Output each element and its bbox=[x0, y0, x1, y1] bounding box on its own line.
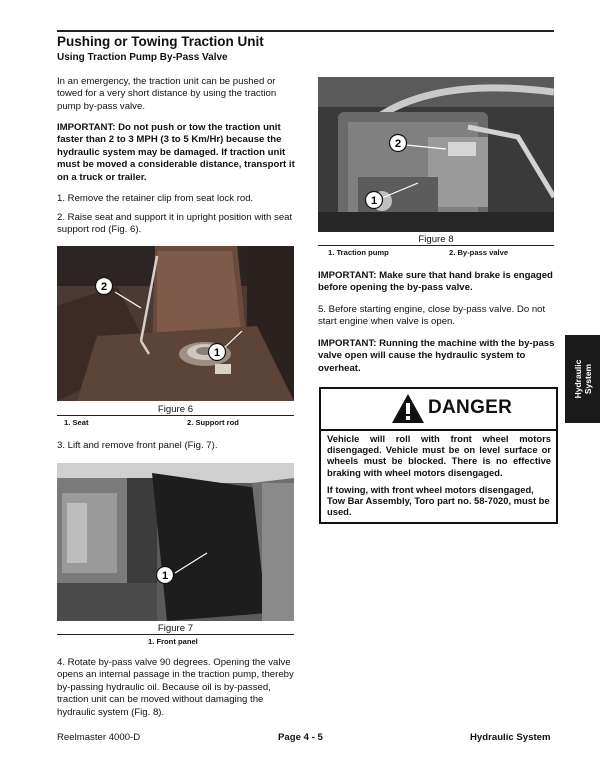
figure-8-callout-2: 2 bbox=[394, 138, 402, 150]
side-tab-line-1: Hydraulic bbox=[572, 359, 583, 399]
figure-6-label: Figure 6 bbox=[157, 404, 194, 415]
side-tab-line-2: System bbox=[582, 363, 593, 395]
danger-text-rolling: Vehicle will roll with front wheel motors disengaged. Vehicle must be on level surface or wheels must be blocked. There is no effective braking with wheel motors disengaged. bbox=[327, 433, 551, 478]
figure-6-callout-1: 1 bbox=[213, 347, 221, 359]
figure-8-caption-rule bbox=[318, 245, 554, 246]
step-2: 2. Raise seat and support it in upright position with seat support rod (Fig. 6). bbox=[57, 212, 293, 236]
danger-header bbox=[321, 389, 556, 431]
step-3: 3. Lift and remove front panel (Fig. 7). bbox=[57, 440, 218, 451]
figure-7-caption-1: 1. Front panel bbox=[148, 637, 198, 646]
section-title: Pushing or Towing Traction Unit bbox=[57, 34, 264, 49]
warning-triangle-icon bbox=[391, 393, 425, 424]
step-5: 5. Before starting engine, close by-pass valve. Do not start engine when valve is open. bbox=[318, 304, 546, 328]
figure-7-caption-rule bbox=[57, 634, 294, 635]
footer-manual-name: Reelmaster 4000-D bbox=[57, 732, 141, 743]
danger-text-towing: If towing, with front wheel motors disengaged, Tow Bar Assembly, Toro part no. 58-7020, must be used. bbox=[327, 484, 550, 518]
section-side-tab bbox=[565, 335, 600, 423]
figure-6-caption-1: 1. Seat bbox=[64, 418, 89, 427]
danger-box bbox=[319, 387, 558, 524]
figure-6-photo bbox=[57, 246, 294, 401]
top-rule bbox=[57, 30, 554, 32]
danger-heading: DANGER bbox=[428, 397, 513, 418]
important-notice-speed: IMPORTANT: Do not push or tow the traction unit faster than 2 to 3 MPH (3 to 5 Km/Hr) because the hydraulic system may be damaged. If traction unit must be moved a considerable distance, transport it on a truck or trailer. bbox=[57, 122, 295, 183]
step-4: 4. Rotate by-pass valve 90 degrees. Opening the valve opens an internal passage in the traction pump, thereby by-passing hydraulic oil. Because oil is by-passed, traction unit can be moved without damaging the hydraulic system (Fig. 8). bbox=[57, 657, 294, 718]
footer-page-number: Page 4 - 5 bbox=[278, 732, 323, 743]
intro-paragraph: In an emergency, the traction unit can be pushed or towed for a very short distance by using the traction pump by-pass valve. bbox=[57, 76, 277, 112]
figure-7-label: Figure 7 bbox=[157, 623, 194, 634]
section-subtitle: Using Traction Pump By-Pass Valve bbox=[57, 52, 228, 63]
figure-8-caption-2: 2. By-pass valve bbox=[449, 248, 509, 257]
figure-6-caption-2: 2. Support rod bbox=[187, 418, 239, 427]
side-tab-label bbox=[573, 360, 593, 399]
figure-7-callout-1: 1 bbox=[161, 570, 169, 582]
figure-8-caption-1: 1. Traction pump bbox=[328, 248, 389, 257]
figure-8-label: Figure 8 bbox=[418, 234, 454, 245]
figure-8-photo bbox=[318, 77, 554, 232]
important-notice-hand-brake: IMPORTANT: Make sure that hand brake is engaged before opening the by-pass valve. bbox=[318, 270, 553, 294]
important-notice-overheat: IMPORTANT: Running the machine with the by-pass valve open will cause the hydraulic system to overheat. bbox=[318, 338, 555, 374]
step-1: 1. Remove the retainer clip from seat lock rod. bbox=[57, 193, 254, 204]
figure-6-callout-2: 2 bbox=[100, 281, 108, 293]
figure-6-caption-rule bbox=[57, 415, 294, 416]
figure-8-callout-1: 1 bbox=[370, 195, 378, 207]
footer-section-name: Hydraulic System bbox=[470, 732, 551, 743]
figure-7-photo bbox=[57, 463, 294, 621]
